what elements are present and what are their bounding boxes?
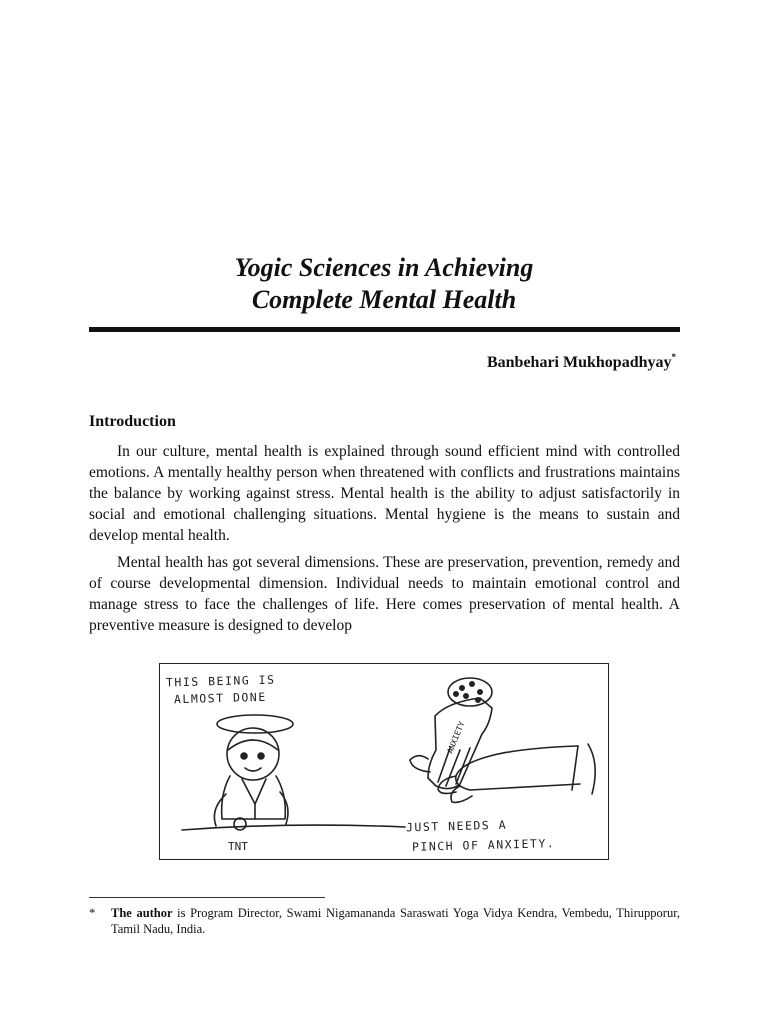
footnote-rule xyxy=(89,897,325,898)
title-line-1: Yogic Sciences in Achieving xyxy=(234,253,534,282)
cartoon-figure xyxy=(159,663,609,860)
body-shape xyxy=(222,776,286,819)
section-heading-introduction: Introduction xyxy=(89,413,176,430)
shaker-label: ANXIETY xyxy=(445,720,467,755)
footnote-mark: * xyxy=(89,906,96,920)
footnote-text: is Program Director, Swami Nigamananda Saraswati Yoga Vidya Kendra, Vembedu, Thirupporur, Tamil Nadu, India. xyxy=(111,906,681,936)
caption-left-line-1: THIS BEING IS xyxy=(165,672,276,690)
desk-text: TNT xyxy=(228,840,248,853)
caption-left-line-2: ALMOST DONE xyxy=(173,689,267,707)
paragraph-2: Mental health has got several dimensions. These are preservation, prevention, remedy and of course developmental dimension. Individual needs to maintain emotional control and manage stress to face the challenges of life. Here comes preservation of mental health. A preventive measure is designed to develop xyxy=(89,554,680,634)
title-rule xyxy=(89,327,680,332)
footnote-lead: The author xyxy=(111,906,173,920)
footnote-body xyxy=(111,905,680,937)
halo-shape xyxy=(217,715,293,733)
head-shape xyxy=(227,728,279,780)
paragraph-1: In our culture, mental health is explained through sound efficient mind with controlled emotions. A mentally healthy person when threatened with conflicts and frustrations maintains the balance by working against stress. Mental health is the ability to adjust satisfactorily in social and emotional challenging situations. Mental hygiene is the means to sustain and develop mental health. xyxy=(89,443,680,544)
caption-right-line-2: PINCH OF ANXIETY. xyxy=(411,836,556,854)
author-name: Banbehari Mukhopadhyay xyxy=(486,354,672,371)
footnote xyxy=(89,905,680,937)
title-line-2: Complete Mental Health xyxy=(251,285,517,314)
author-byline xyxy=(487,352,676,372)
author-footnote-mark[interactable]: * xyxy=(671,352,676,362)
caption-right-line-1: JUST NEEDS A xyxy=(405,817,508,835)
article-title xyxy=(0,252,768,316)
